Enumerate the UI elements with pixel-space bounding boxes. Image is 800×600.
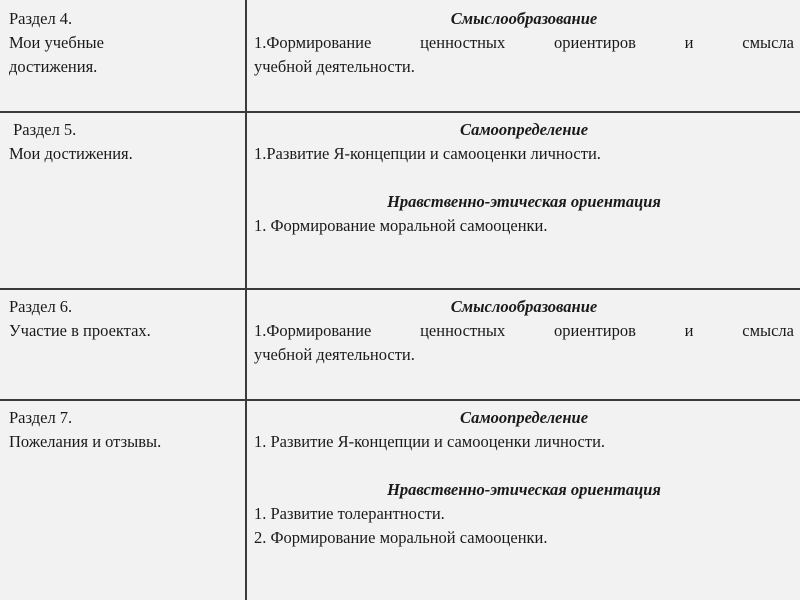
table-row-1-section (9, 7, 239, 79)
category-heading: Самоопределение (459, 408, 589, 427)
section-title: достижения. (9, 57, 98, 76)
content-line: учебной деятельности. (254, 57, 415, 76)
content-line: 1.Формирование ценностных ориентиров и смысла (254, 33, 794, 52)
table-row-1-content (254, 7, 794, 79)
table-row-4-section (9, 406, 239, 454)
category-heading: Смыслообразование (450, 297, 598, 316)
table-row-4-content (254, 406, 794, 550)
section-title: Участие в проектах. (9, 321, 151, 340)
table-divider-vertical (245, 0, 247, 600)
content-line: 2. Формирование моральной самооценки. (254, 528, 548, 547)
content-line: 1. Формирование моральной самооценки. (254, 216, 548, 235)
section-title: Пожелания и отзывы. (9, 432, 162, 451)
content-line: учебной деятельности. (254, 345, 415, 364)
table-divider-row-1 (0, 111, 800, 113)
category-heading: Нравственно-этическая ориентация (387, 192, 661, 211)
blank-line (254, 454, 794, 478)
category-heading: Нравственно-этическая ориентация (387, 480, 661, 499)
section-title: Мои достижения. (9, 144, 133, 163)
table-row-3-section (9, 295, 239, 343)
section-title: Мои учебные (9, 33, 104, 52)
table-divider-row-2 (0, 288, 800, 290)
content-line: 1. Развитие толерантности. (254, 504, 445, 523)
section-number: Раздел 6. (9, 297, 73, 316)
content-line: 1. Развитие Я-концепции и самооценки личности. (254, 432, 606, 451)
table-row-3-content (254, 295, 794, 367)
category-heading: Смыслообразование (450, 9, 598, 28)
table-divider-row-3 (0, 399, 800, 401)
table-row-2-section (9, 118, 239, 166)
section-number: Раздел 4. (9, 9, 73, 28)
content-line: 1.Развитие Я-концепции и самооценки личности. (254, 144, 601, 163)
category-heading: Самоопределение (459, 120, 589, 139)
section-number: Раздел 5. (9, 120, 77, 139)
table-row-2-content (254, 118, 794, 238)
blank-line (254, 166, 794, 190)
section-number: Раздел 7. (9, 408, 73, 427)
content-line: 1.Формирование ценностных ориентиров и смысла (254, 321, 794, 340)
